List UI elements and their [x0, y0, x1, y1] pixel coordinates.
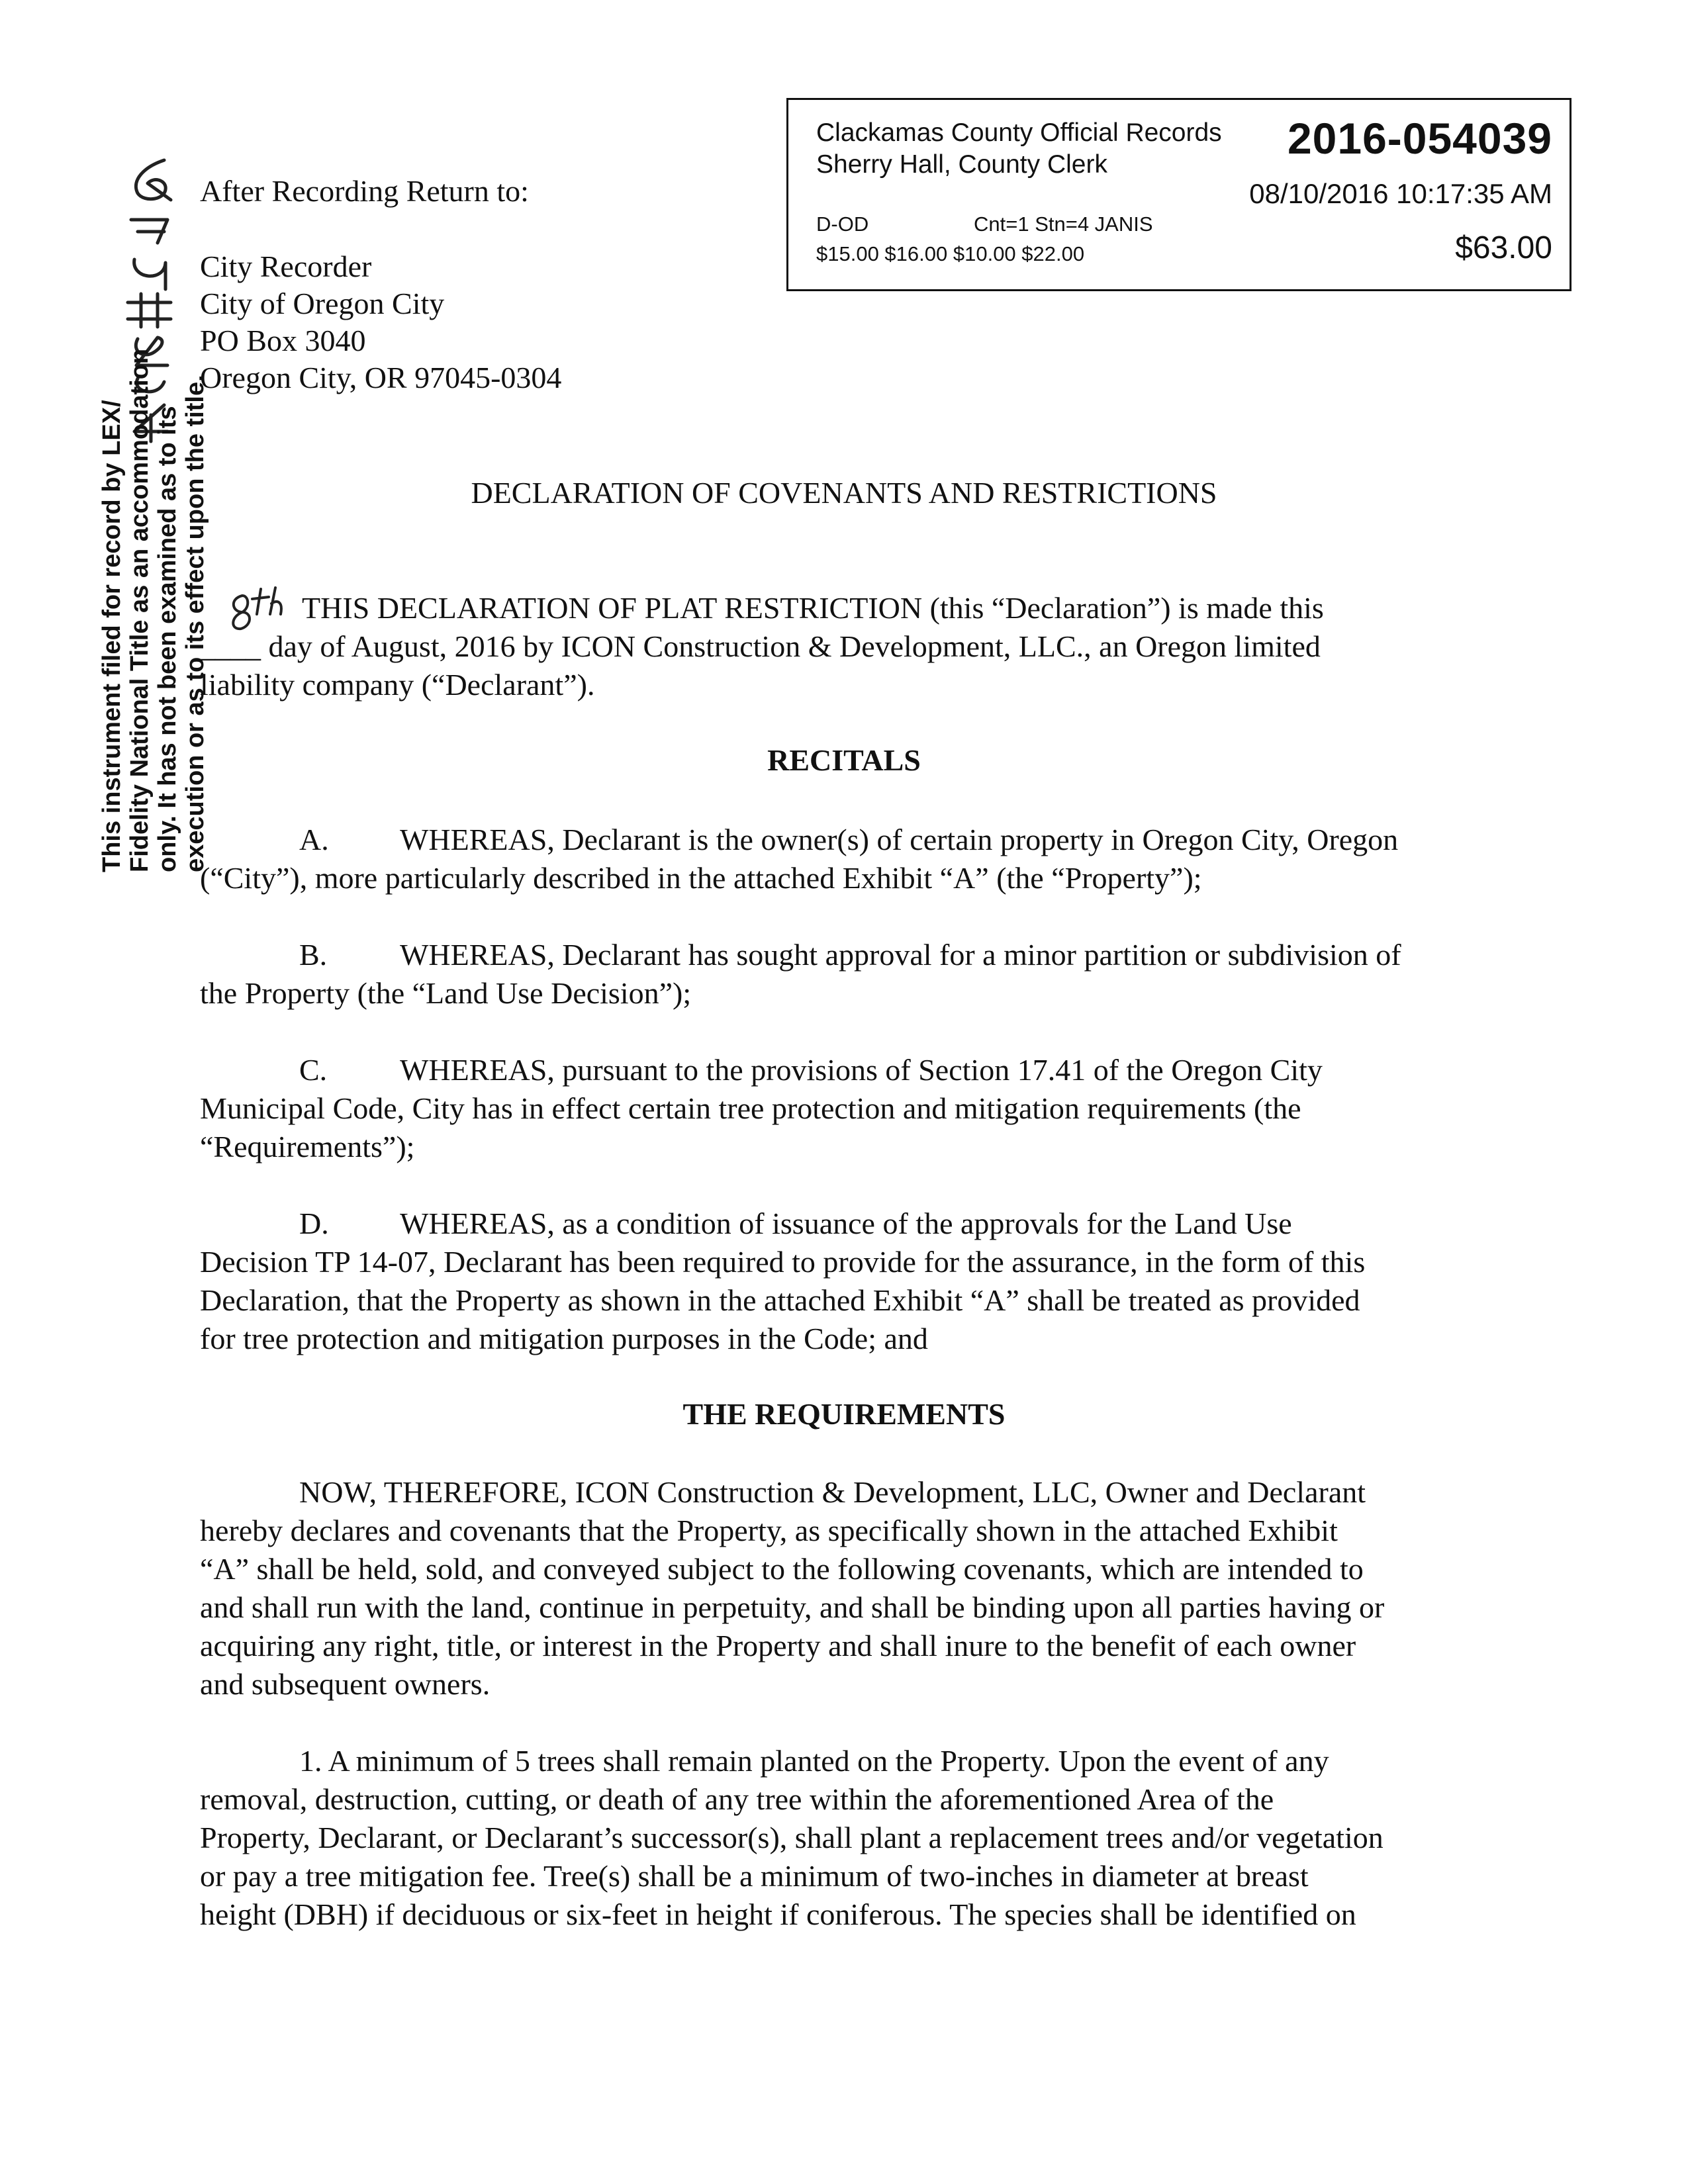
margin-note-line: Fidelity National Title as an accommodation	[126, 348, 154, 872]
item-1-line: height (DBH) if deciduous or six-feet in height if coniferous. The species shall be identified on	[200, 1897, 1356, 1931]
item-1-line: removal, destruction, cutting, or death of any tree within the aforementioned Area of the	[200, 1782, 1274, 1816]
return-line: City Recorder	[200, 250, 372, 283]
recital-label: D.	[299, 1206, 329, 1240]
stamp-record-number: 2016-054039	[1287, 114, 1552, 163]
recital-d-line: D. WHEREAS, as a condition of issuance of the approvals for the Land Use	[200, 1205, 1292, 1243]
recital-a-line: A. WHEREAS, Declarant is the owner(s) of certain property in Oregon City, Oregon	[200, 821, 1398, 859]
recital-d-line: for tree protection and mitigation purposes in the Code; and	[200, 1322, 928, 1355]
recital-a-line: (“City”), more particularly described in the attached Exhibit “A” (the “Property”);	[200, 861, 1202, 895]
item-1-line: 1. A minimum of 5 trees shall remain planted on the Property. Upon the event of any	[299, 1744, 1329, 1778]
return-line: PO Box 3040	[200, 324, 366, 357]
stamp-fees: $15.00 $16.00 $10.00 $22.00	[816, 242, 1085, 265]
intro-line: liability company (“Declarant”).	[200, 668, 595, 702]
stamp-doc-code: D-OD	[816, 212, 869, 236]
stamp-clerk: Sherry Hall, County Clerk	[816, 150, 1107, 179]
item-1-line: or pay a tree mitigation fee. Tree(s) shall be a minimum of two-inches in diameter at breast	[200, 1859, 1309, 1893]
now-therefore-line: hereby declares and covenants that the Property, as specifically shown in the attached Exhibit	[200, 1514, 1338, 1547]
stamp-count-line: Cnt=1 Stn=4 JANIS	[974, 212, 1153, 236]
recitals-heading: RECITALS	[767, 743, 921, 777]
recital-c-line: Municipal Code, City has in effect certain tree protection and mitigation requirements (the	[200, 1091, 1301, 1125]
recital-b-line: the Property (the “Land Use Decision”);	[200, 976, 692, 1010]
return-line: City of Oregon City	[200, 287, 445, 320]
now-therefore-line: NOW, THEREFORE, ICON Construction & Development, LLC, Owner and Declarant	[299, 1475, 1366, 1509]
now-therefore-line: and shall run with the land, continue in perpetuity, and shall be binding upon all parties having or	[200, 1590, 1385, 1624]
intro-line: ____ day of August, 2016 by ICON Construction & Development, LLC., an Oregon limited	[200, 629, 1321, 663]
stamp-total: $63.00	[1455, 230, 1552, 265]
intro-line: THIS DECLARATION OF PLAT RESTRICTION (this “Declaration”) is made this	[302, 591, 1324, 625]
stamp-datetime: 08/10/2016 10:17:35 AM	[1249, 178, 1552, 209]
return-heading: After Recording Return to:	[200, 174, 529, 208]
recital-d-line: Decision TP 14-07, Declarant has been required to provide for the assurance, in the form of this	[200, 1245, 1366, 1279]
margin-note-line: This instrument filed for record by LEX/	[98, 400, 126, 872]
requirements-heading: THE REQUIREMENTS	[682, 1397, 1006, 1431]
document-title: DECLARATION OF COVENANTS AND RESTRICTIONS	[471, 476, 1217, 510]
recital-c-line: “Requirements”);	[200, 1130, 415, 1163]
now-therefore-line: acquiring any right, title, or interest in the Property and shall inure to the benefit of each owner	[200, 1629, 1356, 1662]
return-line: Oregon City, OR 97045-0304	[200, 361, 562, 394]
recital-label: A.	[299, 823, 329, 856]
margin-note-line: execution or as to its effect upon the title.	[181, 375, 209, 872]
stamp-office: Clackamas County Official Records	[816, 118, 1222, 147]
margin-note-line: only. It has not been examined as to its	[154, 406, 181, 872]
item-1-line: Property, Declarant, or Declarant’s successor(s), shall plant a replacement trees and/or vegetation	[200, 1821, 1383, 1854]
recital-c-line: C. WHEREAS, pursuant to the provisions of Section 17.41 of the Oregon City	[200, 1051, 1323, 1089]
recital-b-line: B. WHEREAS, Declarant has sought approval for a minor partition or subdivision of	[200, 936, 1401, 974]
now-therefore-line: and subsequent owners.	[200, 1667, 491, 1701]
recital-label: B.	[299, 938, 328, 972]
recital-label: C.	[299, 1053, 328, 1087]
recital-d-line: Declaration, that the Property as shown in the attached Exhibit “A” shall be treated as provided	[200, 1283, 1360, 1317]
now-therefore-line: “A” shall be held, sold, and conveyed subject to the following covenants, which are intended to	[200, 1552, 1364, 1586]
recording-stamp	[786, 98, 1571, 291]
